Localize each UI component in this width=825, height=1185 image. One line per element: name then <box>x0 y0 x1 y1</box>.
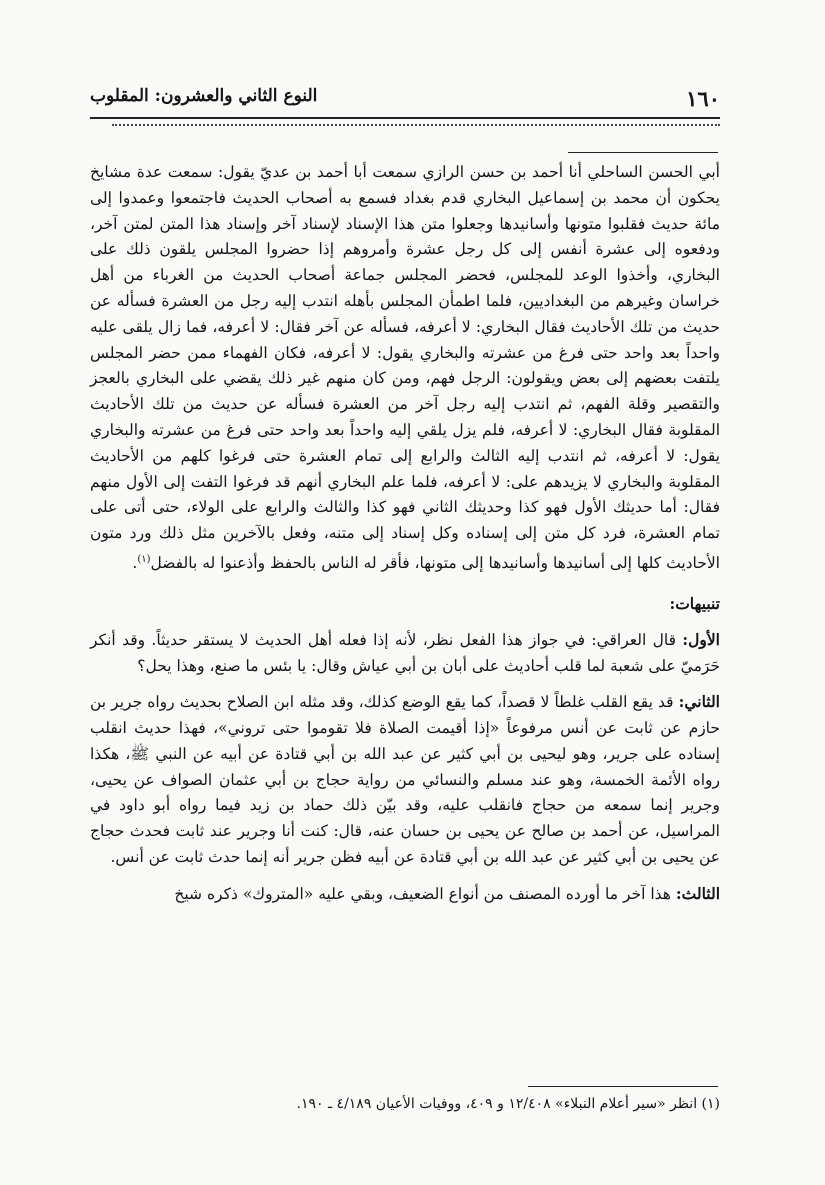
dotted-divider <box>112 124 720 140</box>
note-third-label: الثالث: <box>675 883 720 903</box>
section-heading: تنبيهات: <box>669 593 720 613</box>
page-header <box>90 84 720 114</box>
paragraph-end: . <box>132 554 138 573</box>
footnote-ref: (١) <box>137 553 151 565</box>
note-second-text: قد يقع القلب غلطاً لا قصداً، كما يقع الوضع كذلك، وقد مثله ابن الصلاح بحديث رواه جرير بن حازم عن ثابت عن أنس مرفوعاً «إذا أقيمت الصلاة فلا تقوموا حتى تروني»، فهذا حديث انقلب إسناده على جرير، وهو ليحيى بن أبي كثير عن عبد الله بن أبي قتادة عن أبيه عن النبي ﷺ، هكذا رواه الأئمة الخمسة، وهو عند مسلم والنسائي من رواية حجاج بن أبي عثمان الصواف عن يحيى، وجرير إنما سمعه من حجاج فانقلب عليه، وقد بيّن ذلك حماد بن زيد فيما رواه أبو داود في المراسيل، عن أحمد بن صالح عن يحيى بن حسان عنه، قال: كنت أنا وجرير عند ثابت فحدث حجاج عن يحيى بن أبي كثير عن عبد الله بن أبي قتادة عن أبيه فظن جرير أنه إنما حدث ثابت عن أنس. <box>90 693 720 867</box>
paragraph-text: أبي الحسن الساحلي أنا أحمد بن حسن الرازي سمعت أبا أحمد بن عديّ يقول: سمعت عدة مشايخ يحكون أن محمد بن إسماعيل البخاري قدم بغداد فسمع به أصحاب الحديث فاجتمعوا وعمدوا إلى مائة حديث فقلبوا متونها وأسانيدها وجعلوا متن هذا الإسناد لإسناد آخر وإسناد هذا المتن لمتن آخر، ودفعوه إلى عشرة أنفس إلى كل رجل عشرة وأمروهم إذا حضروا المجلس يلقون ذلك على البخاري، وأخذوا الوعد للمجلس، فحضر المجلس جماعة أصحاب الحديث من الغرباء من أهل خراسان وغيرهم من البغداديين، فلما اطمأن المجلس بأهله انتدب إليه رجل من العشرة فسأله عن حديث من تلك الأحاديث فقال البخاري: لا أعرفه، فسأله عن آخر فقال: لا أعرفه، فما زال يلقى عليه واحداً بعد واحد حتى فرغ من عشرته والبخاري يقول: لا أعرفه، فكان الفهماء ممن حضر المجلس يلتفت بعضهم إلى بعض ويقولون: الرجل فهم، ومن كان منهم غير ذلك يقضي على البخاري بالعجز والتقصير وقلة الفهم، ثم انتدب إليه رجل آخر من العشرة فسأله عن حديث من تلك الأحاديث المقلوبة فقال البخاري: لا أعرفه، فلم يزل يلقي إليه واحداً بعد واحد حتى فرغ من عشرته والبخاري يقول: لا أعرفه، ثم انتدب إليه الثالث والرابع إلى تمام العشرة حتى فرغوا كلهم من الأحاديث المقلوبة والبخاري لا يزيدهم على: لا أعرفه، فلما علم البخاري أنهم قد فرغوا التفت إلى الأول منهم فقال: أما حديثك الأول فهو كذا وحديثك الثاني فهو كذا والثالث والرابع على الولاء، حتى أتى على تمام العشرة، فرد كل متن إلى إسناده وكل إسناد إلى متنه، وفعل بالآخرين مثل ذلك ورد متون الأحاديث كلها إلى أسانيدها وأسانيدها إلى متونها، فأقر له الناس بالحفظ وأذعنوا له بالفضل <box>90 163 720 573</box>
note-first <box>90 627 720 680</box>
footnote: (١) انظر «سير أعلام النبلاء» ١٢/٤٠٨ و ٤٠٩، ووفيات الأعيان ٤/١٨٩ ـ ١٩٠. <box>296 1096 720 1112</box>
continuation-rule <box>568 152 718 153</box>
note-first-text: قال العراقي: في جواز هذا الفعل نظر، لأنه إذا فعله أهل الحديث لا يستقر حديثاً. وقد أنكر حَرَميّ على شعبة لما قلب أحاديث على أبان بن أبي عياش وقال: يا بئس ما صنع، وهذا يحل؟ <box>90 630 720 675</box>
page-number: ١٦٠ <box>686 86 720 111</box>
note-third <box>90 881 720 908</box>
paragraph-bukhari-story <box>90 160 720 577</box>
note-first-label: الأول: <box>682 629 720 649</box>
note-second <box>90 689 720 871</box>
main-text <box>90 160 720 908</box>
note-third-text: هذا آخر ما أورده المصنف من أنواع الضعيف، وبقي عليه «المتروك» ذكره شيخ <box>174 884 671 903</box>
note-second-label: الثاني: <box>678 692 720 712</box>
running-title: النوع الثاني والعشرون: المقلوب <box>90 86 318 106</box>
footnote-rule <box>528 1086 718 1087</box>
header-rule <box>90 117 720 119</box>
